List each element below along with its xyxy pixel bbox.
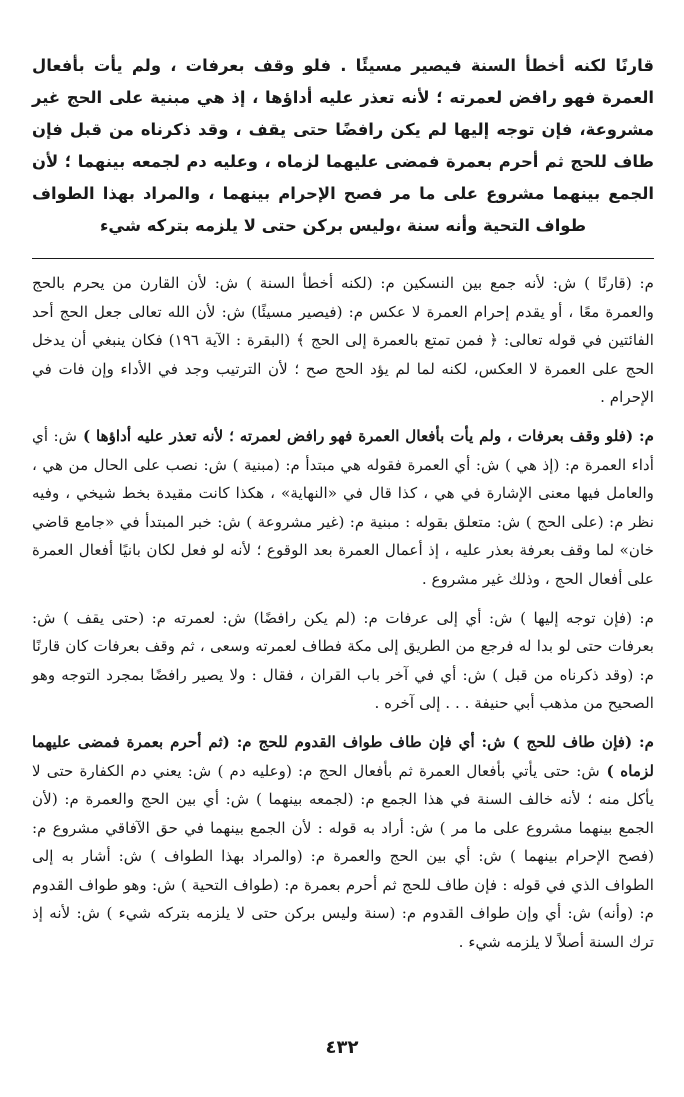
sharh-segment: ش: حتى يأتي بأفعال العمرة ثم بأفعال الحج م: (وعليه دم ) ش: يعني دم الكفارة حتى لا يأكل منه ؛ لأنه خالف السنة في هذا الجمع م: (لجمعه بينهما ) ش: أي بين الحج والعمرة م: (لأن الجمع بينهما مشروع على ما مر ) ش: أراد به قوله : لأن الجمع بينهما في حق الآفاقي مشروع م: (فصح الإحرام بينهما ) ش: أي بين الحج والعمرة م: (والمراد بهذا الطواف ) ش: أشار به إلى الطواف الذي في قوله : فإن طاف للحج ثم أحرم بعمرة م: (طواف التحية ) ش: وهو طواف القدوم م: (وأنه) ش: أي وإن طواف القدوم م: (سنة وليس بركن حتى لا يلزمه بتركه شيء ) ش: لأنه إذ ترك السنة أصلاً لا يلزمه شيء . <box>32 761 654 952</box>
sharh-commentary <box>32 269 654 957</box>
sharh-paragraph-2 <box>32 422 654 594</box>
sharh-segment: م: (فإن توجه إليها ) ش: أي إلى عرفات م: (لم يكن رافضًا) ش: لعمرته م: (حتى يقف ) ش: بعرفات حتى لو بدا له فرجع من الطريق إلى مكة فطاف لعمرته وسعى ، ثم وقف بعرفات كان قارنًا م: (وقد ذكرناه من قبل ) ش: أي في آخر باب القران ، فقال : ولا يصير رافضًا بمجرد التوجه وهو الصحيح من مذهب أبي حنيفة . . . إلى آخره . <box>32 608 654 713</box>
book-page <box>32 50 654 967</box>
page-number: ٤٣٢ <box>325 1037 359 1058</box>
sharh-paragraph-1 <box>32 269 654 412</box>
matn-text: قارنًا لكنه أخطأ السنة فيصير مسيئًا . فلو وقف بعرفات ، ولم يأت بأفعال العمرة فهو رافض لعمرته ؛ لأنه تعذر عليه أداؤها ، إذ هي مبنية على الحج غير مشروعة، فإن توجه إليها لم يكن رافضًا حتى يقف ، وقد ذكرناه من قبل فإن طاف للحج ثم أحرم بعمرة فمضى عليهما لزماه ، وعليه دم لجمعه بينهما ؛ لأن الجمع بينهما مشروع على ما مر فصح الإحرام بينهما ، والمراد بهذا الطواف طواف التحية وأنه سنة ،وليس بركن حتى لا يلزمه بتركه شيء <box>32 56 654 235</box>
sharh-paragraph-3 <box>32 604 654 718</box>
sharh-segment: م: (قارنًا ) ش: لأنه جمع بين النسكين م: (لكنه أخطأ السنة ) ش: لأن القارن من يحرم بالحج والعمرة معًا ، أو يقدم إحرام العمرة لا عكس م: (فيصير مسيئًا) ش: لأن الله تعالى جعل الحج أحد الفائتين في قوله تعالى: ﴿ فمن تمتع بالعمرة إلى الحج ﴾ (البقرة : الآية ١٩٦) فكان ينبغي أن يدخل الحج على العمرة لا العكس، لكنه لما لم يؤد الحج صح ؛ لأن الترتيب وجد في الأداء وإن فات في الإحرام . <box>32 274 654 407</box>
sharh-segment: ش: أي أداء العمرة م: (إذ هي ) ش: أي العمرة فقوله هي مبتدأ م: (مبنية ) ش: نصب على الحال من هي ، والعامل فيها معنى الإشارة في هي ، كذا قال في «النهاية» ، هكذا كانت مقيدة بخط شيخي ، وفيه نظر م: (على الحج ) ش: متعلق بقوله : مبنية م: (غير مشروعة ) ش: خبر المبتدأ في «جامع قاضي خان» لما وقف بعرفة بعذر عليه ، إذ أعمال العمرة بعد الوقوع ؛ لأنه لو فعل لكان بانيًا أفعال العمرة على أفعال الحج ، وذلك غير مشروع . <box>32 426 654 588</box>
sharh-segment-bold: م: (فلو وقف بعرفات ، ولم يأت بأفعال العمرة فهو رافض لعمرته ؛ لأنه تعذر عليه أداؤها ) <box>77 426 655 445</box>
sharh-paragraph-4 <box>32 728 654 957</box>
section-divider <box>32 258 654 259</box>
sharh-segment-bold: م: (فإن طاف للحج ) ش: أي فإن طاف طواف القدوم للحج م: (ثم أحرم بعمرة فمضى عليهما لزماه ) <box>32 732 654 780</box>
